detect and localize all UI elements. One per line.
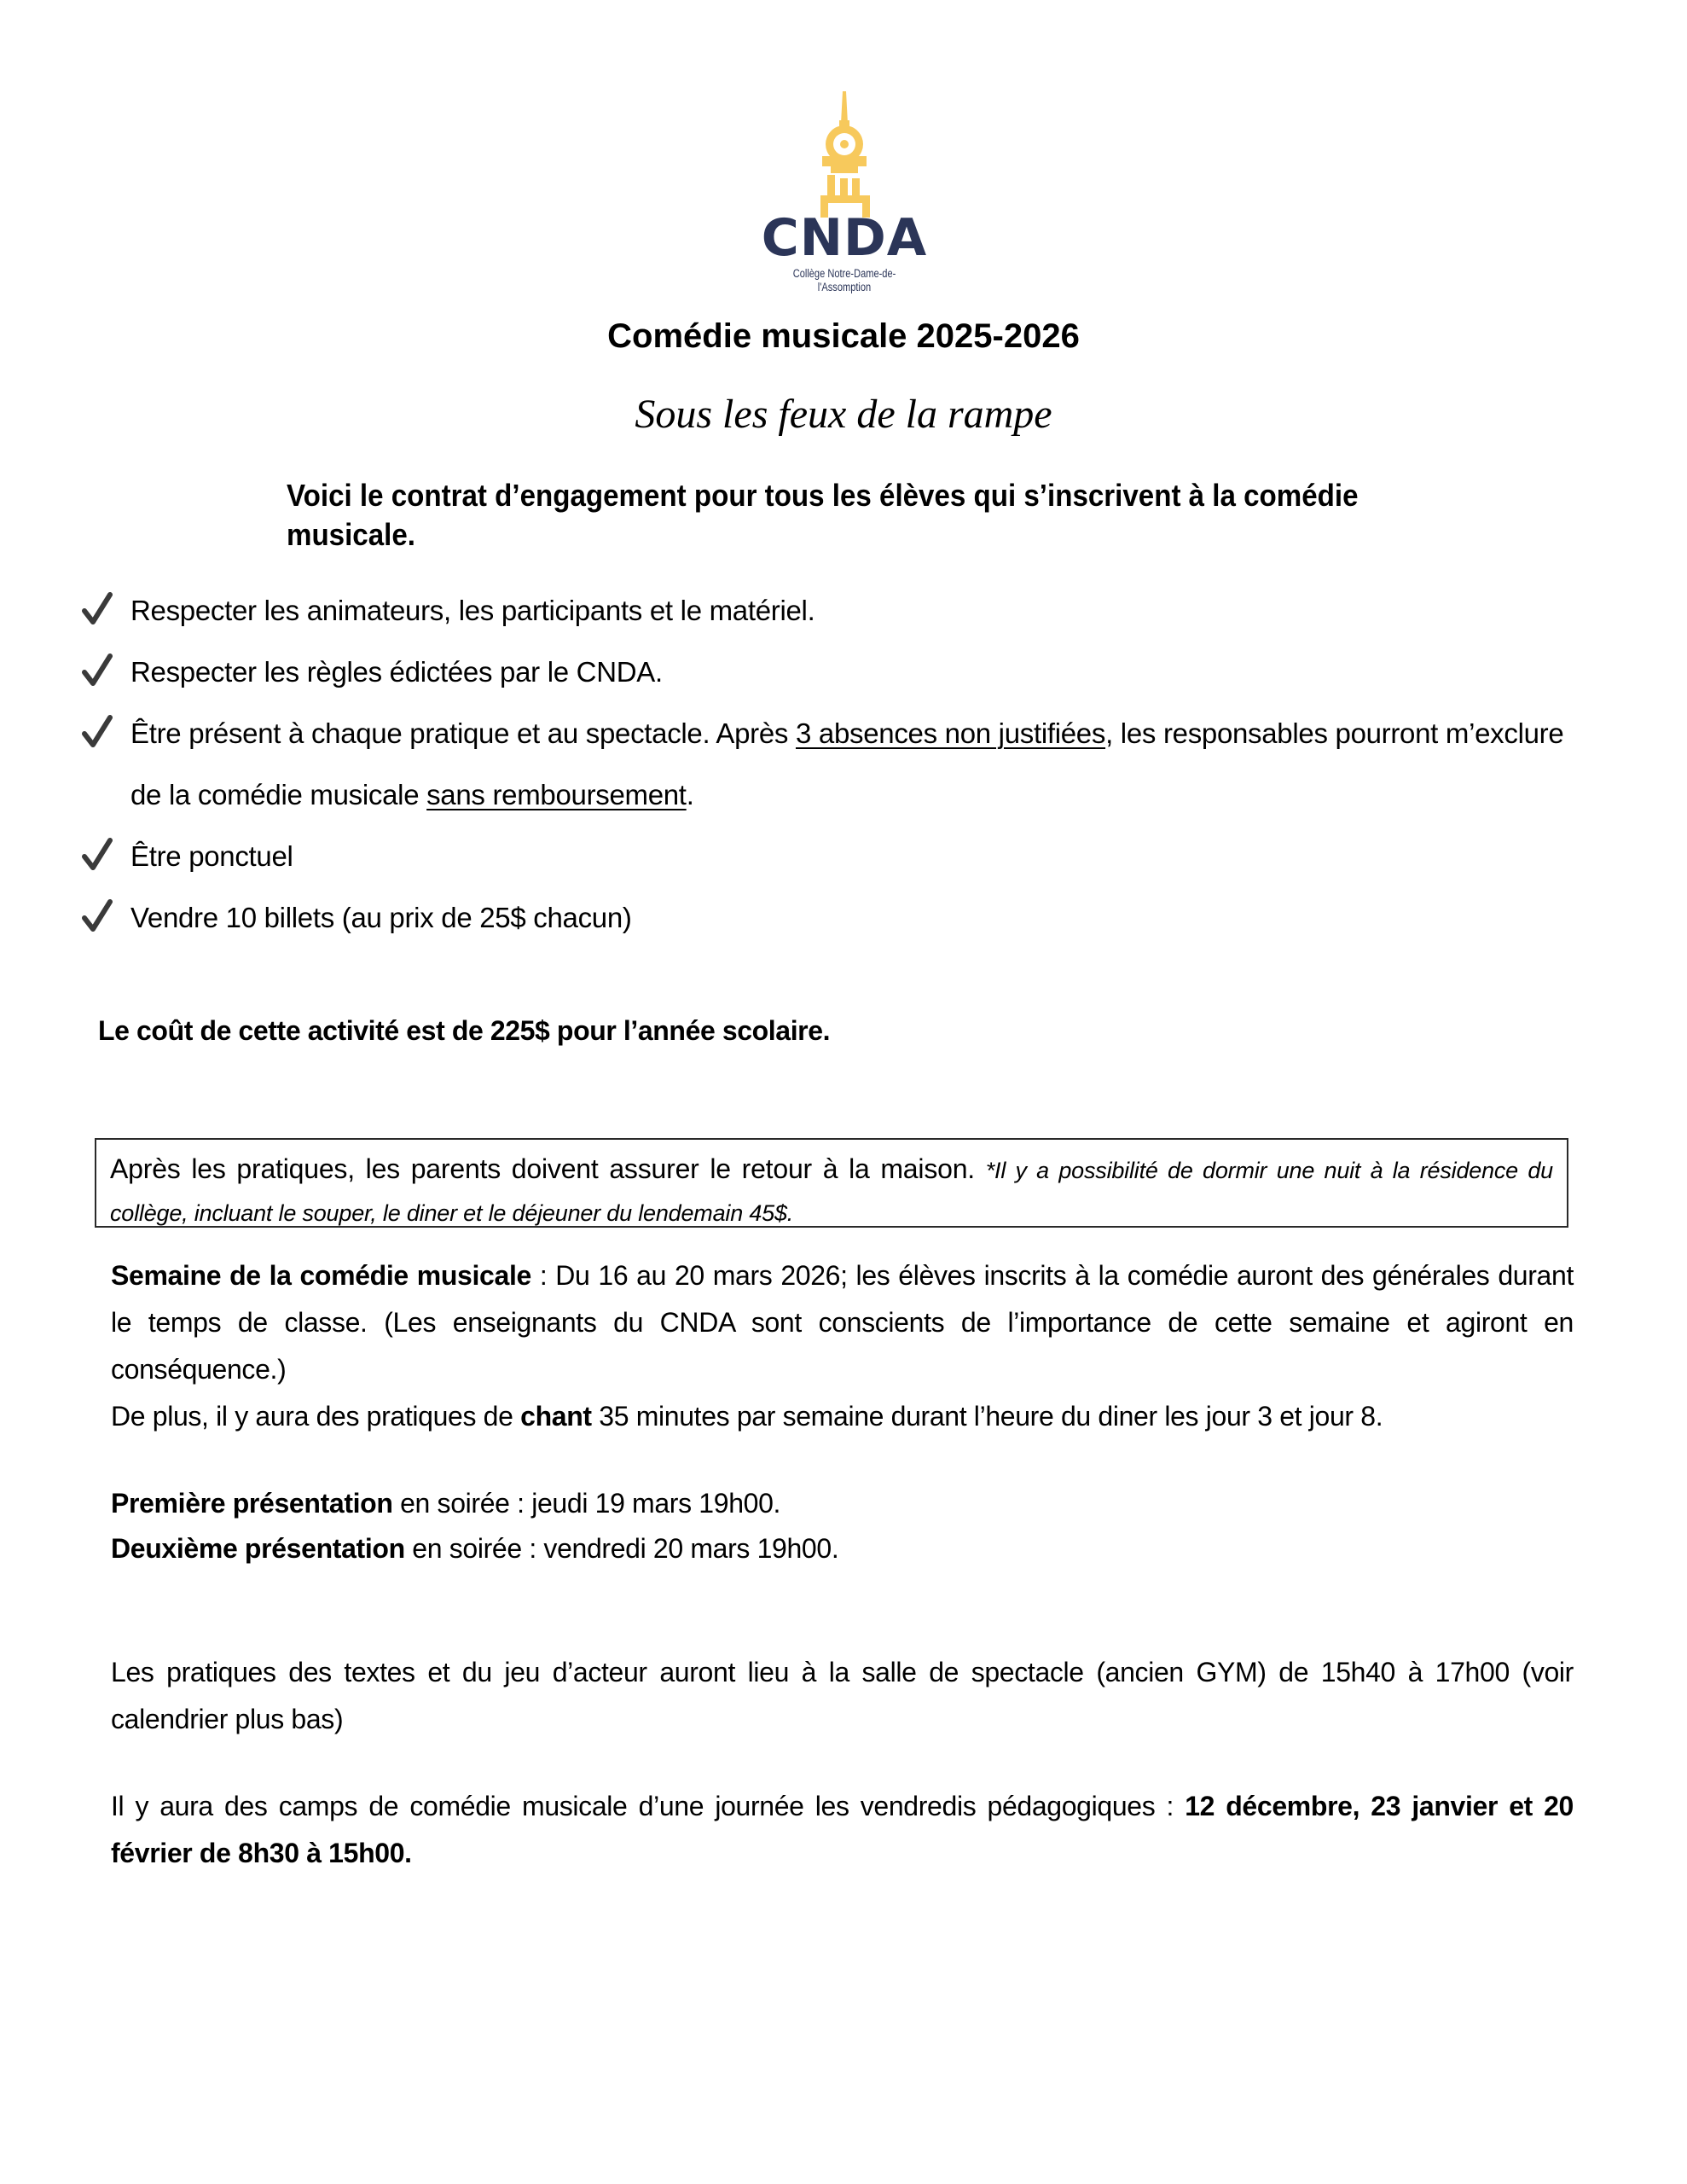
checklist-item	[82, 703, 1600, 826]
absences-underlined: 3 absences non justifiées	[795, 717, 1106, 749]
show-week-paragraph	[111, 1252, 1574, 1440]
check-mark-icon	[82, 899, 113, 933]
intro-text: Voici le contrat d’engagement pour tous les élèves qui s’inscrivent à la comédie musicale.	[287, 478, 1359, 552]
first-show-label: Première présentation	[111, 1488, 393, 1519]
residence-note: *Il y a possibilité de dormir une nuit à la résidence du collège, incluant le souper, le diner et le déjeuner du lendemain 45$.	[110, 1158, 1553, 1226]
second-show-text: en soirée : vendredi 20 mars 19h00.	[404, 1533, 839, 1564]
page-title: Comédie musicale 2025-2026	[607, 317, 1080, 355]
checklist-item-text: Respecter les animateurs, les participants et le matériel.	[130, 595, 815, 626]
checklist-item	[82, 580, 1600, 642]
activity-cost: Le coût de cette activité est de 225$ pour l’année scolaire.	[98, 1015, 831, 1046]
practice-paragraph: Les pratiques des textes et du jeu d’acteur auront lieu à la salle de spectacle (ancien GYM) de 15h40 à 17h00 (voir calendrier plus bas)	[111, 1657, 1574, 1734]
checklist-item	[82, 887, 1600, 949]
camps-dates: 12 décembre, 23 janvier et 20 février de 8h30 à 15h00.	[111, 1791, 1574, 1868]
checklist-item-text: , les responsables pourront m’exclure de la comédie musicale	[130, 717, 1564, 810]
chant-prefix: De plus, il y aura des pratiques de	[111, 1401, 521, 1432]
commitment-checklist	[82, 580, 1600, 949]
checklist-item	[82, 826, 1600, 887]
first-show	[111, 1480, 1574, 1527]
show-dates	[111, 1480, 1574, 1572]
check-mark-icon	[82, 592, 113, 626]
check-mark-icon	[82, 715, 113, 749]
no-refund-underlined: sans remboursement	[426, 779, 687, 810]
checklist-item-text: Être présent à chaque pratique et au spectacle. Après	[130, 717, 796, 749]
show-week-text: : Du 16 au 20 mars 2026; les élèves inscrits à la comédie auront des générales durant le temps de classe. (Les enseignants du CNDA sont conscients de l’importance de cette semaine et agiront en conséquence.)	[111, 1260, 1574, 1385]
checklist-item-text: Être ponctuel	[130, 840, 293, 872]
second-show	[111, 1525, 1574, 1572]
pickup-notice-box	[95, 1138, 1568, 1228]
checklist-item-text: .	[686, 779, 694, 810]
checklist-item	[82, 642, 1600, 703]
check-mark-icon	[82, 653, 113, 688]
second-show-label: Deuxième présentation	[111, 1533, 405, 1564]
logo-wordmark: CNDA	[761, 208, 928, 268]
checklist-item-text: Vendre 10 billets (au prix de 25$ chacun)	[130, 902, 632, 933]
show-week-label: Semaine de la comédie musicale	[111, 1260, 531, 1291]
logo-subtitle: Collège Notre-Dame-de-l'Assomption	[792, 267, 896, 293]
first-show-text: en soirée : jeudi 19 mars 19h00.	[392, 1488, 781, 1519]
chant-suffix: 35 minutes par semaine durant l’heure du diner les jour 3 et jour 8.	[591, 1401, 1383, 1432]
chant-label: chant	[520, 1401, 592, 1432]
check-mark-icon	[82, 838, 113, 872]
bell-tower-icon	[802, 90, 887, 218]
cnda-logo	[751, 90, 938, 293]
pickup-notice-text: Après les pratiques, les parents doivent assurer le retour à la maison.	[110, 1153, 986, 1184]
camps-paragraph	[111, 1783, 1574, 1877]
checklist-item-text: Respecter les règles édictées par le CNDA.	[130, 656, 663, 688]
page-subtitle: Sous les feux de la rampe	[635, 392, 1052, 437]
camps-text: Il y aura des camps de comédie musicale d’une journée les vendredis pédagogiques :	[111, 1791, 1186, 1821]
